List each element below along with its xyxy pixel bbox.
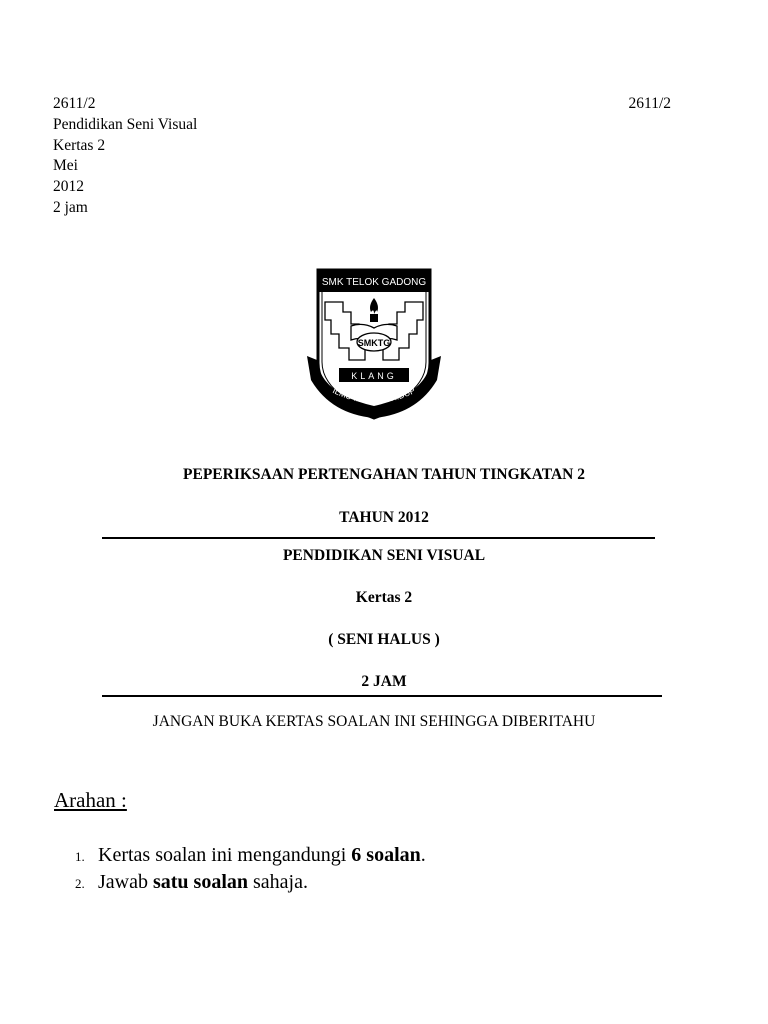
instruction-bold: satu soalan: [152, 871, 249, 893]
crest-motto: ILMU MENARA HIDUP: [331, 385, 417, 406]
crest-school-name: SMK TELOK GADONG: [321, 277, 427, 288]
exam-month: Mei: [53, 157, 78, 175]
instruction-text: Jawab: [98, 871, 153, 893]
crest-monogram: SMKTG: [357, 338, 391, 348]
instruction-bold: 6 soalan: [351, 844, 421, 866]
exam-duration: 2 jam: [53, 198, 88, 216]
section-title: ( SENI HALUS ): [328, 631, 440, 648]
subject-title: PENDIDIKAN SENI VISUAL: [282, 547, 486, 564]
duration-title: 2 JAM: [361, 673, 407, 690]
exam-title-year: TAHUN 2012: [339, 509, 429, 526]
crest-town: KLANG: [351, 371, 397, 381]
paper-title: Kertas 2: [355, 589, 413, 606]
instruction-number: 2.: [75, 876, 85, 891]
instruction-text: Kertas soalan ini mengandungi: [98, 844, 352, 866]
paper-code: 2611/2: [53, 95, 96, 112]
instruction-text-end: sahaja.: [248, 871, 308, 893]
subject-name: Pendidikan Seni Visual: [53, 115, 198, 133]
header-left-block: [53, 94, 197, 219]
warning-notice: JANGAN BUKA KERTAS SOALAN INI SEHINGGA DIBERITAHU: [152, 713, 596, 730]
instruction-number: 1.: [75, 849, 85, 864]
paper-number: Kertas 2: [53, 136, 106, 154]
instruction-text-end: .: [420, 844, 426, 866]
school-crest-logo: [305, 268, 443, 426]
exam-title: PEPERIKSAAN PERTENGAHAN TAHUN TINGKATAN 2: [183, 466, 585, 483]
instruction-item: [54, 869, 426, 896]
instruction-item: [54, 842, 426, 869]
instructions-heading: Arahan :: [54, 788, 127, 812]
divider-bottom: [102, 695, 662, 697]
divider-top: [102, 537, 655, 539]
instructions-list: [54, 842, 426, 896]
exam-year: 2012: [53, 178, 84, 196]
paper-code-right: 2611/2: [628, 95, 671, 112]
